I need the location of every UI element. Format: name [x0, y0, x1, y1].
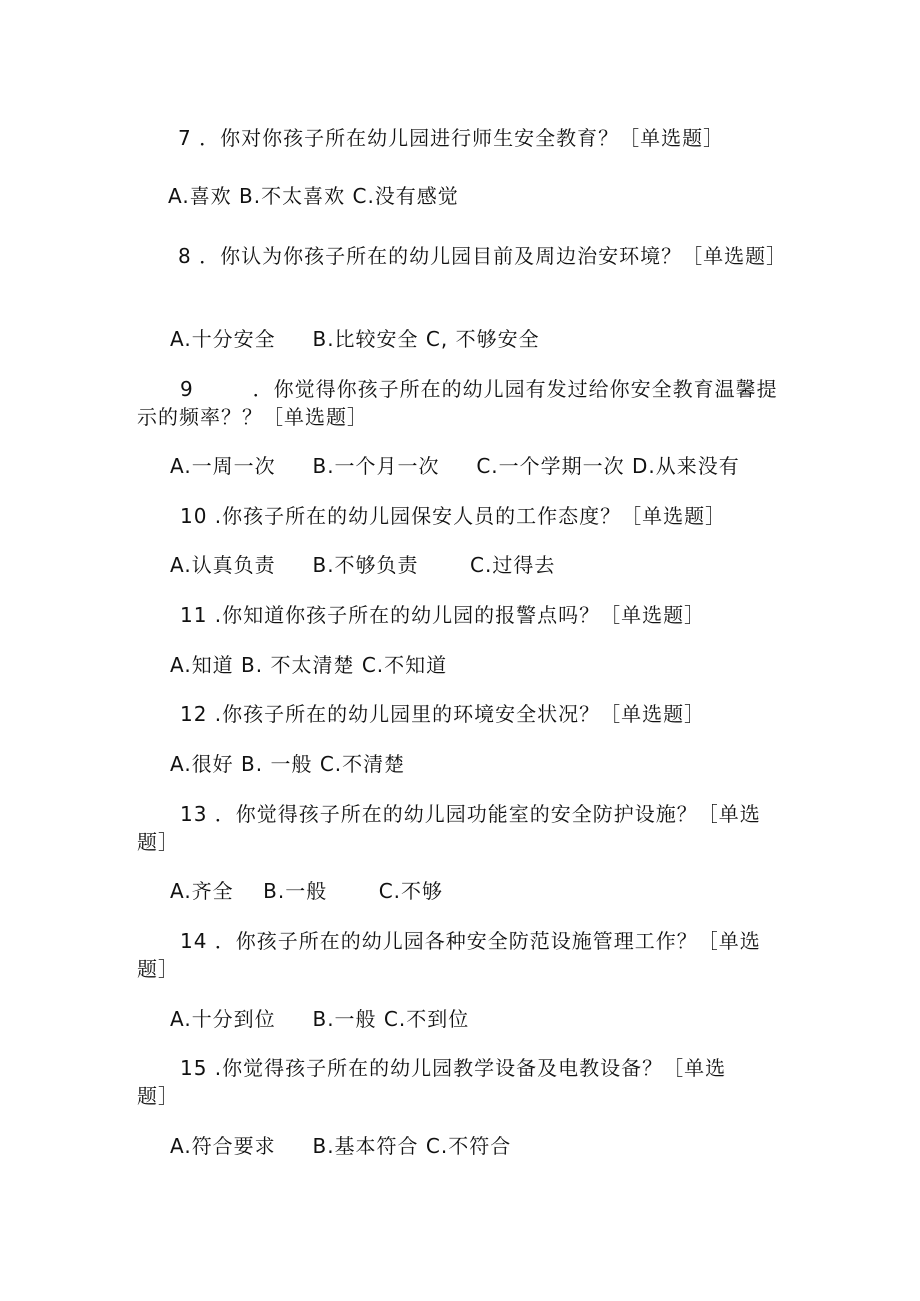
question-13-line-2: 题］ [137, 830, 179, 854]
options-8: A.十分安全 B.比较安全 C, 不够安全 [170, 327, 540, 351]
question-10: 10 .你孩子所在的幼儿园保安人员的工作态度？［单选题］ [180, 504, 727, 528]
question-9-line-1: 9 ．你觉得你孩子所在的幼儿园有发过给你安全教育温馨提 [180, 377, 778, 401]
question-15-line-1: 15 .你觉得孩子所在的幼儿园教学设备及电教设备？［单选 [180, 1056, 727, 1080]
question-15-line-2: 题］ [137, 1084, 179, 1108]
question-9-line-2: 示的频率？？［单选题］ [137, 405, 368, 429]
options-15: A.符合要求 B.基本符合 C.不符合 [170, 1134, 512, 1158]
question-13-line-1: 13 ．你觉得孩子所在的幼儿园功能室的安全防护设施？［单选 [180, 802, 761, 826]
question-11: 11 .你知道你孩子所在的幼儿园的报警点吗？［单选题］ [180, 603, 706, 627]
question-8: 8 ．你认为你孩子所在的幼儿园目前及周边治安环境？［单选题］ [178, 244, 788, 268]
question-14-line-2: 题］ [137, 957, 179, 981]
question-12: 12 .你孩子所在的幼儿园里的环境安全状况？［单选题］ [180, 702, 706, 726]
options-13: A.齐全 B.一般 C.不够 [170, 879, 444, 903]
options-10: A.认真负责 B.不够负责 C.过得去 [170, 553, 556, 577]
question-14-line-1: 14 ．你孩子所在的幼儿园各种安全防范设施管理工作？［单选 [180, 929, 761, 953]
options-11: A.知道 B. 不太清楚 C.不知道 [170, 653, 448, 677]
options-14: A.十分到位 B.一般 C.不到位 [170, 1007, 470, 1031]
options-7: A.喜欢 B.不太喜欢 C.没有感觉 [168, 184, 459, 208]
question-7: 7 ．你对你孩子所在幼儿园进行师生安全教育？［单选题］ [178, 126, 725, 150]
options-12: A.很好 B. 一般 C.不清楚 [170, 752, 406, 776]
options-9: A.一周一次 B.一个月一次 C.一个学期一次 D.从来没有 [170, 454, 740, 478]
